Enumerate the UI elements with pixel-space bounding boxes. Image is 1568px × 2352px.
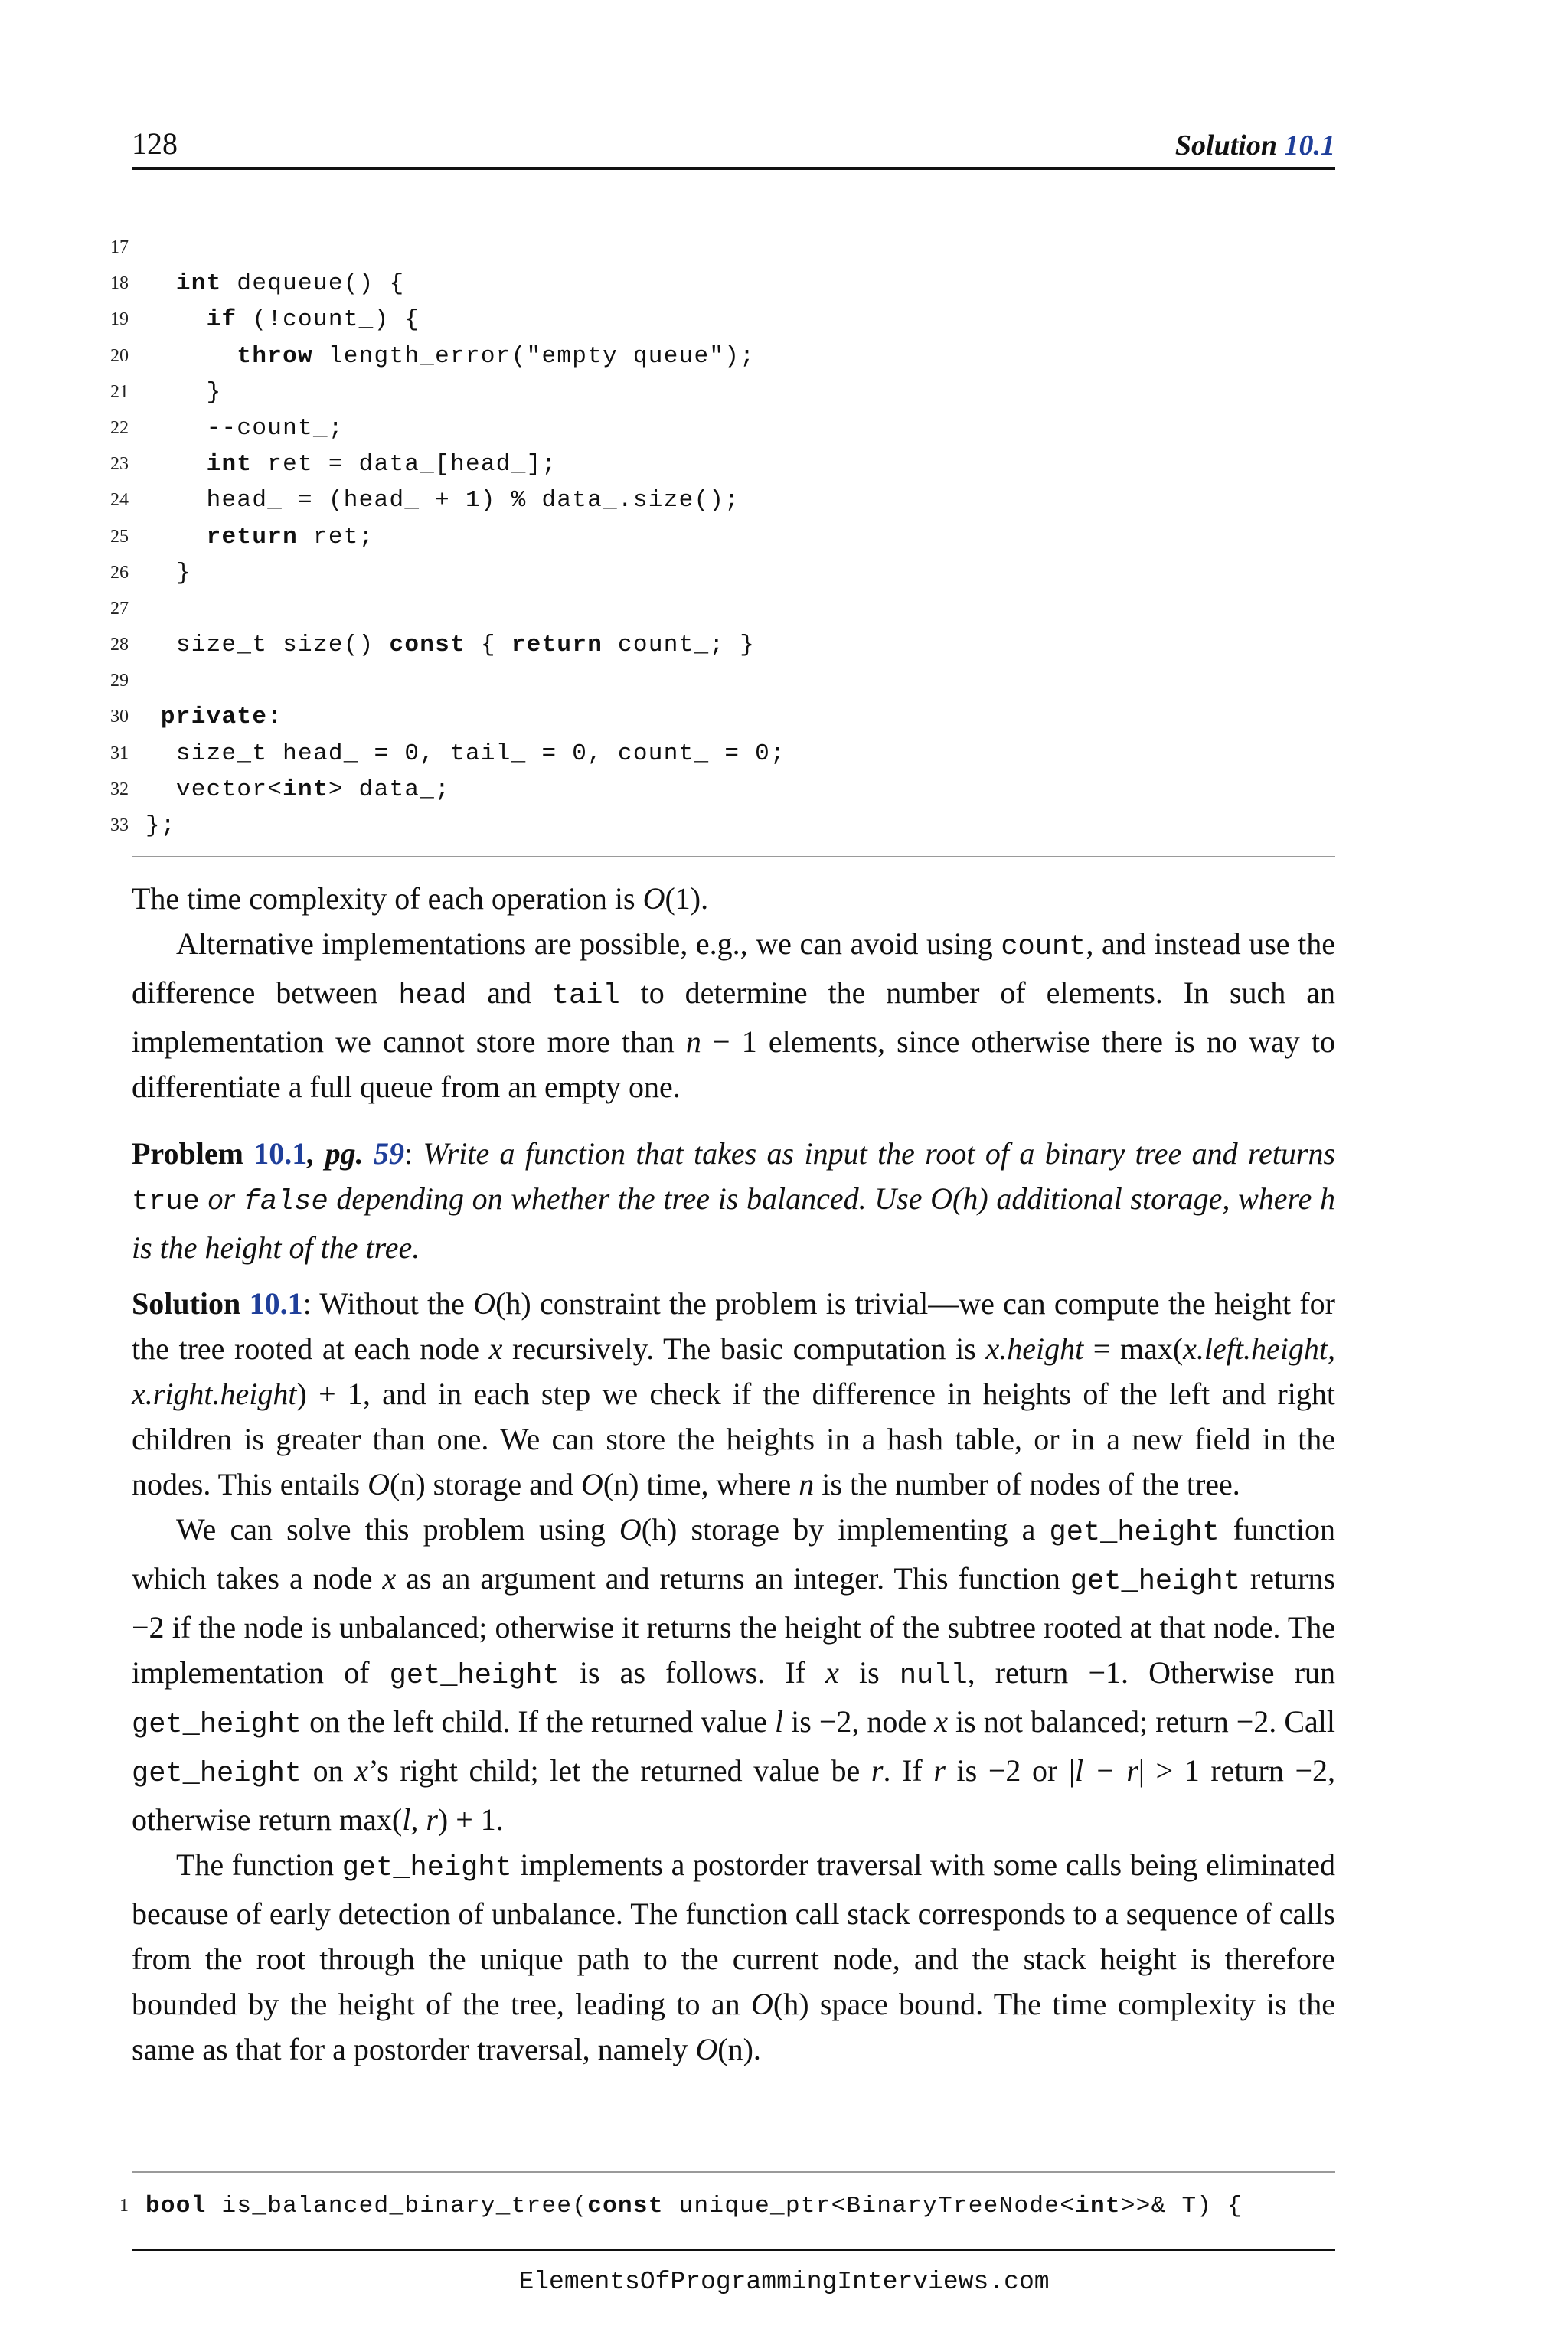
- solution-paragraph-1: Solution 10.1: Without the O(h) constraint the problem is trivial—we can compute the height for the tree rooted at each node x recursively. The basic computation is x.height = max(x.left.height, x.right.height) + 1, and in each step we check if the difference in heights of the left and right children is greater than one. We can store the heights in a hash table, or in a new field in the nodes. This entails O(n) storage and O(n) time, where n is the number of nodes of the tree.: [132, 1286, 1335, 1501]
- code-text: [145, 808, 176, 844]
- code-token: }: [206, 378, 222, 406]
- code-keyword: int: [175, 270, 222, 298]
- code-line: [107, 230, 1335, 266]
- code-line: [107, 338, 1335, 374]
- line-number: 20: [110, 345, 129, 366]
- body-text: [132, 876, 1335, 2072]
- code-line: [107, 699, 1335, 735]
- code-text: [145, 699, 283, 735]
- code-token: unique_ptr<BinaryTreeNode<: [663, 2193, 1076, 2220]
- paragraph-complexity: The time complexity of each operation is O(1).: [132, 881, 709, 916]
- code-listing-dequeue: [107, 230, 1335, 844]
- line-number: 17: [110, 237, 129, 257]
- line-number: 1: [119, 2196, 129, 2216]
- code-line: [107, 374, 1335, 410]
- code-token: ret = data_[head_];: [252, 451, 557, 479]
- code-line: [107, 519, 1335, 555]
- problem-ref-link[interactable]: 10.1: [253, 1136, 308, 1171]
- code-keyword: const: [389, 632, 466, 659]
- solution-paragraph-2: We can solve this problem using O(h) storage by implementing a get_height function which takes a node x as an argument and returns an integer. This function get_height returns −2 if the node is unbalanced; otherwise it returns the height of the subtree rooted at that node. The implementation of get_height is as follows. If x is null, return −1. Otherwise run get_height on the left child. If the returned value l is −2, node x is not balanced; return −2. Call get_height on x’s right child; let the returned value be r. If r is −2 or |l − r| > 1 return −2, otherwise return max(l, r) + 1.: [132, 1512, 1336, 1837]
- problem-label: Problem: [132, 1136, 243, 1171]
- header-rule: [132, 167, 1335, 170]
- solution-paragraph-3: The function get_height implements a postorder traversal with some calls being eliminated because of early detection of unbalance. The function call stack corresponds to a sequence of calls from the root through the unique path to the current node, and the stack height is therefore bounded by the height of the tree, leading to an O(h) space bound. The time complexity is the same as that for a postorder traversal, namely O(n).: [132, 1847, 1335, 2066]
- line-number: 30: [110, 707, 129, 727]
- code-token: vector<: [175, 776, 283, 803]
- code-text: [145, 519, 374, 555]
- running-head-ref-link[interactable]: 10.1: [1284, 129, 1335, 162]
- code-token: {: [465, 632, 511, 659]
- code-token: };: [145, 812, 176, 839]
- code-keyword: const: [587, 2193, 664, 2220]
- code-token: --count_;: [206, 414, 344, 442]
- code-text: [145, 482, 740, 518]
- line-number: 33: [110, 815, 129, 835]
- page-footer: [0, 2268, 1568, 2296]
- line-number: 28: [110, 635, 129, 655]
- line-number: 25: [110, 526, 129, 547]
- problem-statement: Problem 10.1, pg. 59: Write a function that takes as input the root of a binary tree and returns true or false depending on whether the tree is balanced. Use O(h) additional storage, where h is the height of the tree.: [132, 1136, 1336, 1265]
- code-line: [107, 627, 1335, 663]
- line-number: 27: [110, 598, 129, 619]
- line-number: 23: [110, 454, 129, 475]
- code-line: [107, 482, 1335, 518]
- footer-site-link[interactable]: ElementsOfProgrammingInterviews.com: [518, 2268, 1050, 2296]
- code-line: [107, 446, 1335, 482]
- code-text: [145, 2188, 1243, 2224]
- code-text: [145, 302, 420, 338]
- code-keyword: int: [283, 776, 328, 803]
- code-line: [107, 2188, 1335, 2224]
- code-token: (!count_) {: [237, 306, 420, 334]
- code-line: [107, 591, 1335, 627]
- solution-ref-link[interactable]: 10.1: [249, 1286, 303, 1321]
- code-keyword: int: [206, 451, 253, 479]
- code-token: dequeue() {: [221, 270, 405, 298]
- code-listing-2-top-rule: [132, 2171, 1335, 2173]
- code-token: >>& T) {: [1120, 2193, 1243, 2220]
- code-token: size_t head_ = 0, tail_ = 0, count_ = 0;: [175, 740, 786, 767]
- code-keyword: throw: [237, 342, 313, 370]
- code-token: length_error("empty queue");: [312, 342, 756, 370]
- code-text: [145, 410, 344, 446]
- code-token: }: [175, 559, 191, 586]
- code-line: [107, 302, 1335, 338]
- line-number: 24: [110, 490, 129, 511]
- code-text: [145, 772, 450, 808]
- footer-rule: [132, 2249, 1335, 2251]
- code-token: head_ = (head_ + 1) % data_.size();: [206, 487, 740, 514]
- page-header: [132, 126, 1335, 172]
- page-number: 128: [132, 126, 178, 161]
- paragraph-alternative: Alternative implementations are possible, e.g., we can avoid using count, and instead use the difference between head and tail to determine the number of elements. In such an implementation we cannot store more than n − 1 elements, since otherwise there is no way to differentiate a full queue from an empty one.: [132, 926, 1336, 1104]
- code-line: [107, 736, 1335, 772]
- code-line: [107, 808, 1335, 844]
- code-text: [145, 374, 222, 410]
- code-text: [145, 446, 557, 482]
- running-head: [1175, 129, 1335, 162]
- code-keyword: bool: [145, 2193, 207, 2220]
- code-token: size_t size(): [175, 632, 390, 659]
- line-number: 26: [110, 562, 129, 583]
- code-text: [145, 736, 786, 772]
- problem-page-link[interactable]: 59: [374, 1136, 405, 1171]
- solution-label: Solution: [132, 1286, 241, 1321]
- code-keyword: if: [206, 306, 237, 334]
- line-number: 31: [110, 743, 129, 763]
- line-number: 18: [110, 273, 129, 294]
- running-head-label: Solution: [1174, 129, 1277, 162]
- code-token: :: [267, 704, 283, 731]
- line-number: 29: [110, 671, 129, 691]
- code-token: count_; }: [603, 632, 756, 659]
- code-keyword: private: [160, 704, 268, 731]
- line-number: 22: [110, 417, 129, 438]
- code-line: [107, 266, 1335, 302]
- code-keyword: int: [1075, 2193, 1121, 2220]
- code-line: [107, 410, 1335, 446]
- code-token: ret;: [298, 523, 374, 550]
- code-token: > data_;: [328, 776, 451, 803]
- code-text: [145, 555, 191, 591]
- code-keyword: return: [511, 632, 603, 659]
- code-token: is_balanced_binary_tree(: [206, 2193, 588, 2220]
- line-number: 21: [110, 381, 129, 402]
- code-keyword: return: [206, 523, 299, 550]
- line-number: 32: [110, 779, 129, 799]
- code-text: [145, 338, 755, 374]
- code-line: [107, 555, 1335, 591]
- code-listing-is-balanced: [107, 2188, 1335, 2224]
- code-text: [145, 266, 404, 302]
- code-listing-bottom-rule: [132, 856, 1335, 858]
- code-line: [107, 772, 1335, 808]
- line-number: 19: [110, 309, 129, 330]
- code-line: [107, 663, 1335, 699]
- code-text: [145, 627, 755, 663]
